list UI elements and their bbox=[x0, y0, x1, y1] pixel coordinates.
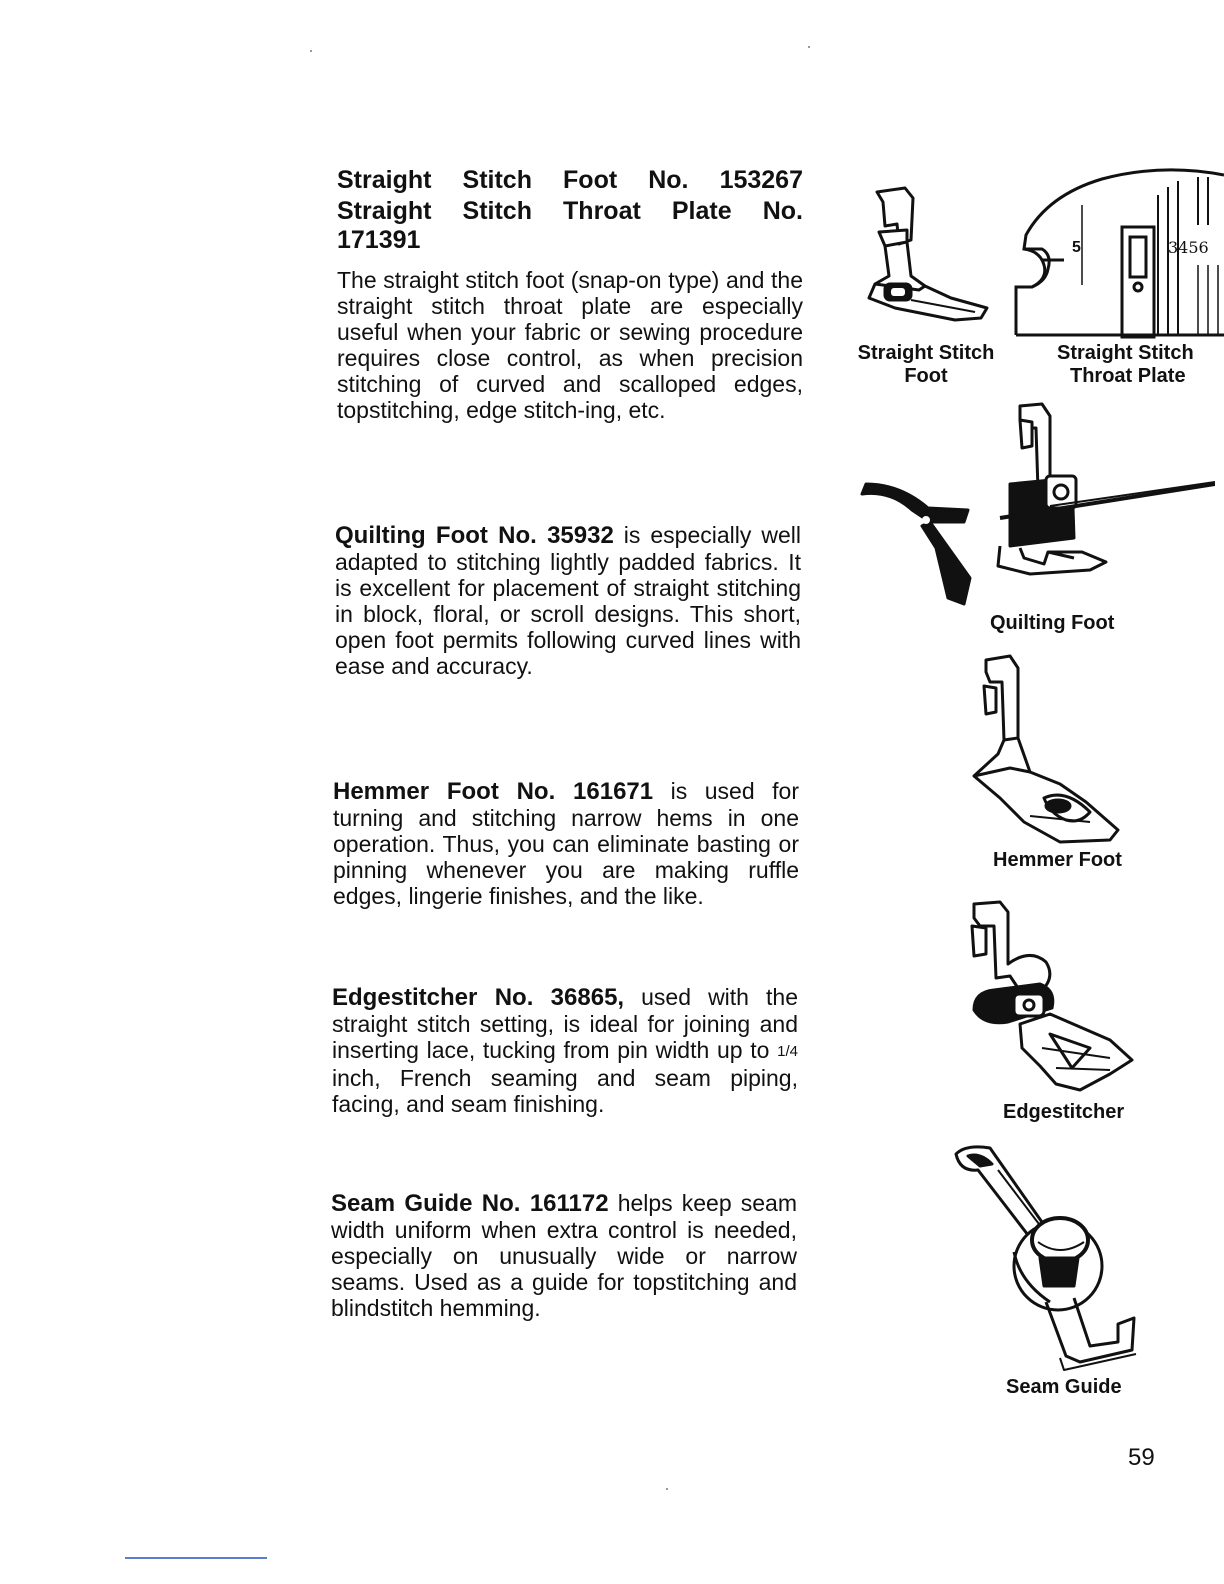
footnote-rule bbox=[125, 1557, 267, 1559]
quilting-foot-icon bbox=[860, 398, 1215, 613]
edgestitcher-paragraph bbox=[332, 984, 798, 1117]
seam-guide-paragraph bbox=[331, 1190, 797, 1321]
edgestitcher-body-1: used with the straight stitch setting, is ideal for joining and inserting lace, tucking from pin width up to bbox=[332, 984, 798, 1063]
quilting-foot-caption: Quilting Foot bbox=[990, 612, 1115, 634]
hemmer-section bbox=[333, 778, 799, 909]
seam-guide-section bbox=[331, 1190, 797, 1321]
hemmer-foot-title: Hemmer Foot No. 161671 bbox=[333, 778, 654, 805]
quilting-foot-title: Quilting Foot No. 35932 bbox=[335, 522, 614, 549]
seam-guide-icon bbox=[950, 1142, 1140, 1372]
throat-plate-caption-line2: Throat Plate bbox=[1070, 365, 1186, 387]
straight-stitch-foot-icon bbox=[855, 180, 995, 330]
quilting-body: is especially well adapted to stitching lightly padded fabrics. It is excellent for placement of straight stitching in block, floral, or scroll designs. This short, open foot permits following curved lines with ease and accuracy. bbox=[335, 522, 801, 679]
throat-plate-heading: Straight Stitch Throat Plate No. bbox=[337, 197, 803, 225]
straight-stitch-body: The straight stitch foot (snap-on type) and the straight stitch throat plate are especially useful when your fabric or sewing procedure requires close control, as when precision stitching of curved and scalloped edges, topstitching, edge stitch-ing, etc. bbox=[337, 267, 803, 423]
fraction-quarter: 1/4 bbox=[777, 1043, 798, 1060]
straight-stitch-section bbox=[337, 166, 803, 423]
throat-plate-caption-line1: Straight Stitch bbox=[1057, 342, 1194, 364]
edgestitcher-title: Edgestitcher No. 36865, bbox=[332, 984, 625, 1011]
page-number: 59 bbox=[1128, 1444, 1155, 1471]
quilting-paragraph bbox=[335, 522, 801, 679]
throat-plate-number: 171391 bbox=[337, 226, 421, 254]
quilting-section bbox=[335, 522, 801, 679]
hemmer-paragraph bbox=[333, 778, 799, 909]
plate-number-right: 3456 bbox=[1168, 238, 1209, 257]
edgestitcher-icon bbox=[960, 898, 1150, 1098]
scan-dot bbox=[310, 50, 312, 52]
scan-dot bbox=[666, 1488, 668, 1490]
seam-guide-title: Seam Guide No. 161172 bbox=[331, 1190, 609, 1217]
straight-foot-caption-line2: Foot bbox=[904, 365, 948, 387]
straight-stitch-foot-caption bbox=[845, 342, 1007, 388]
seam-guide-body: helps keep seam width uniform when extra control is needed, especially on unusually wide or narrow seams. Used as a guide for topstitching and blindstitch hemming. bbox=[331, 1190, 797, 1321]
seam-guide-caption: Seam Guide bbox=[1006, 1376, 1122, 1398]
straight-foot-caption-line1: Straight Stitch bbox=[857, 342, 995, 364]
edgestitcher-section bbox=[332, 984, 798, 1117]
plate-number-left: 5 bbox=[1072, 239, 1081, 256]
hemmer-foot-caption: Hemmer Foot bbox=[993, 849, 1122, 871]
scan-dot bbox=[808, 46, 810, 48]
hemmer-body: is used for turning and stitching narrow hems in one operation. Thus, you can eliminate basting or pinning whenever you are making ruffle edges, lingerie finishes, and the like. bbox=[333, 778, 799, 909]
edgestitcher-body-2: inch, French seaming and seam piping, facing, and seam finishing. bbox=[332, 1065, 798, 1117]
hemmer-foot-icon bbox=[970, 652, 1125, 847]
throat-plate-caption bbox=[1057, 342, 1209, 388]
edgestitcher-caption: Edgestitcher bbox=[1003, 1101, 1125, 1123]
straight-stitch-foot-heading: Straight Stitch Foot No. 153267 bbox=[337, 166, 803, 194]
